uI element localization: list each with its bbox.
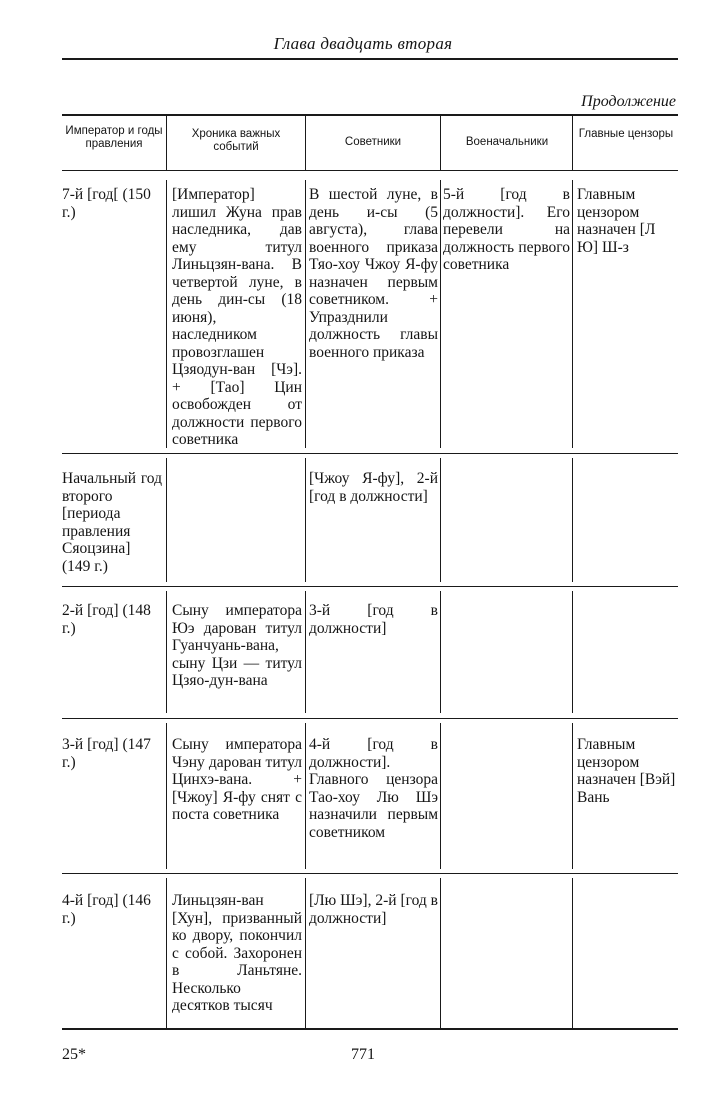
col-divider bbox=[305, 180, 306, 448]
table-bottom-rule bbox=[62, 1028, 678, 1030]
page-number: 771 bbox=[351, 1046, 375, 1063]
col-divider bbox=[440, 458, 441, 582]
header-bottom-rule bbox=[62, 170, 678, 171]
col-header-chronicle: Хроника важных событий bbox=[191, 128, 281, 153]
col-divider bbox=[305, 458, 306, 582]
col-divider bbox=[166, 878, 167, 1028]
row-separator bbox=[62, 586, 678, 587]
col-divider bbox=[440, 591, 441, 713]
table-row-4-chronicle: Сыну императора Чэну дарован титул Цинхэ-вана. + [Чжоу] Я-фу снят с поста советника bbox=[172, 736, 302, 823]
table-row-2-year: Начальный год второго [периода правления Сяоцзина] (149 г.) bbox=[62, 470, 162, 575]
row-separator bbox=[62, 873, 678, 874]
col-divider bbox=[440, 116, 441, 170]
col-divider bbox=[166, 723, 167, 869]
footer-signature: 25* bbox=[62, 1046, 86, 1063]
col-divider bbox=[305, 723, 306, 869]
table-row-4-censors: Главным цензором назначен [Вэй] Вань bbox=[577, 736, 676, 806]
col-divider bbox=[440, 878, 441, 1028]
row-separator bbox=[62, 718, 678, 719]
table-row-1-censors: Главным цензором назначен [Л Ю] Ш-з bbox=[577, 186, 656, 256]
col-divider bbox=[166, 458, 167, 582]
header-rule bbox=[62, 58, 678, 60]
table-top-rule bbox=[62, 114, 678, 116]
col-divider bbox=[440, 180, 441, 448]
table-row-1-chronicle: [Император] лишил Жуна прав наследника, дав ему титул Линьцзян-вана. В четвертой луне, в день дин-сы (18 июня), наследником провозглашен Цзяодун-ван [Чэ]. + [Тао] Цин освобожден от должности первого советника bbox=[172, 186, 302, 448]
col-divider bbox=[166, 180, 167, 448]
col-divider bbox=[305, 116, 306, 170]
col-header-commanders: Военачальники bbox=[465, 136, 549, 148]
col-divider bbox=[572, 180, 573, 448]
table-row-1-year: 7-й [год[ (150 г.) bbox=[62, 186, 151, 221]
col-divider bbox=[572, 116, 573, 170]
col-divider bbox=[572, 723, 573, 869]
table-row-3-chronicle: Сыну императора Юэ дарован титул Гуанчуань-вана, сыну Цзи — титул Цзяо-дун-вана bbox=[172, 602, 302, 689]
table-row-1-advisors: В шестой луне, в день и-сы (5 августа), глава военного приказа Тяо-хоу Чжоу Я-фу назначен первым советником. + Упразднили должность главы военного приказа bbox=[309, 186, 438, 361]
table-row-5-advisors: [Лю Шэ], 2-й [год в должности] bbox=[309, 892, 438, 927]
row-separator bbox=[62, 453, 678, 454]
table-row-3-advisors: 3-й [год в должности] bbox=[309, 602, 438, 637]
table-row-5-year: 4-й [год] (146 г.) bbox=[62, 892, 151, 927]
table-row-2-advisors: [Чжоу Я-фу], 2-й [год в должности] bbox=[309, 470, 438, 505]
chapter-title: Глава двадцать вторая bbox=[273, 34, 453, 53]
col-divider bbox=[166, 116, 167, 170]
table-row-3-year: 2-й [год] (148 г.) bbox=[62, 602, 151, 637]
col-divider bbox=[305, 591, 306, 713]
table-row-4-advisors: 4-й [год в должности]. Главного цензора Тао-хоу Лю Шэ назначили первым советником bbox=[309, 736, 438, 841]
table-row-1-commanders: 5-й [год в должности]. Его перевели на должность первого советника bbox=[443, 186, 570, 273]
col-header-censors: Главные цензоры bbox=[578, 128, 674, 140]
table-row-5-chronicle: Линьцзян-ван [Хун], призванный ко двору, покончил с собой. Захоронен в Ланьтяне. Несколько десятков тысяч bbox=[172, 892, 302, 1014]
col-divider bbox=[572, 591, 573, 713]
col-header-advisors: Советники bbox=[344, 136, 402, 148]
col-divider bbox=[572, 878, 573, 1028]
table-row-4-year: 3-й [год] (147 г.) bbox=[62, 736, 151, 771]
col-divider bbox=[166, 591, 167, 713]
col-divider bbox=[572, 458, 573, 582]
col-divider bbox=[305, 878, 306, 1028]
continuation-label: Продолжение bbox=[581, 93, 676, 110]
col-divider bbox=[440, 723, 441, 869]
col-header-emperor: Император и годы правления bbox=[65, 125, 163, 150]
